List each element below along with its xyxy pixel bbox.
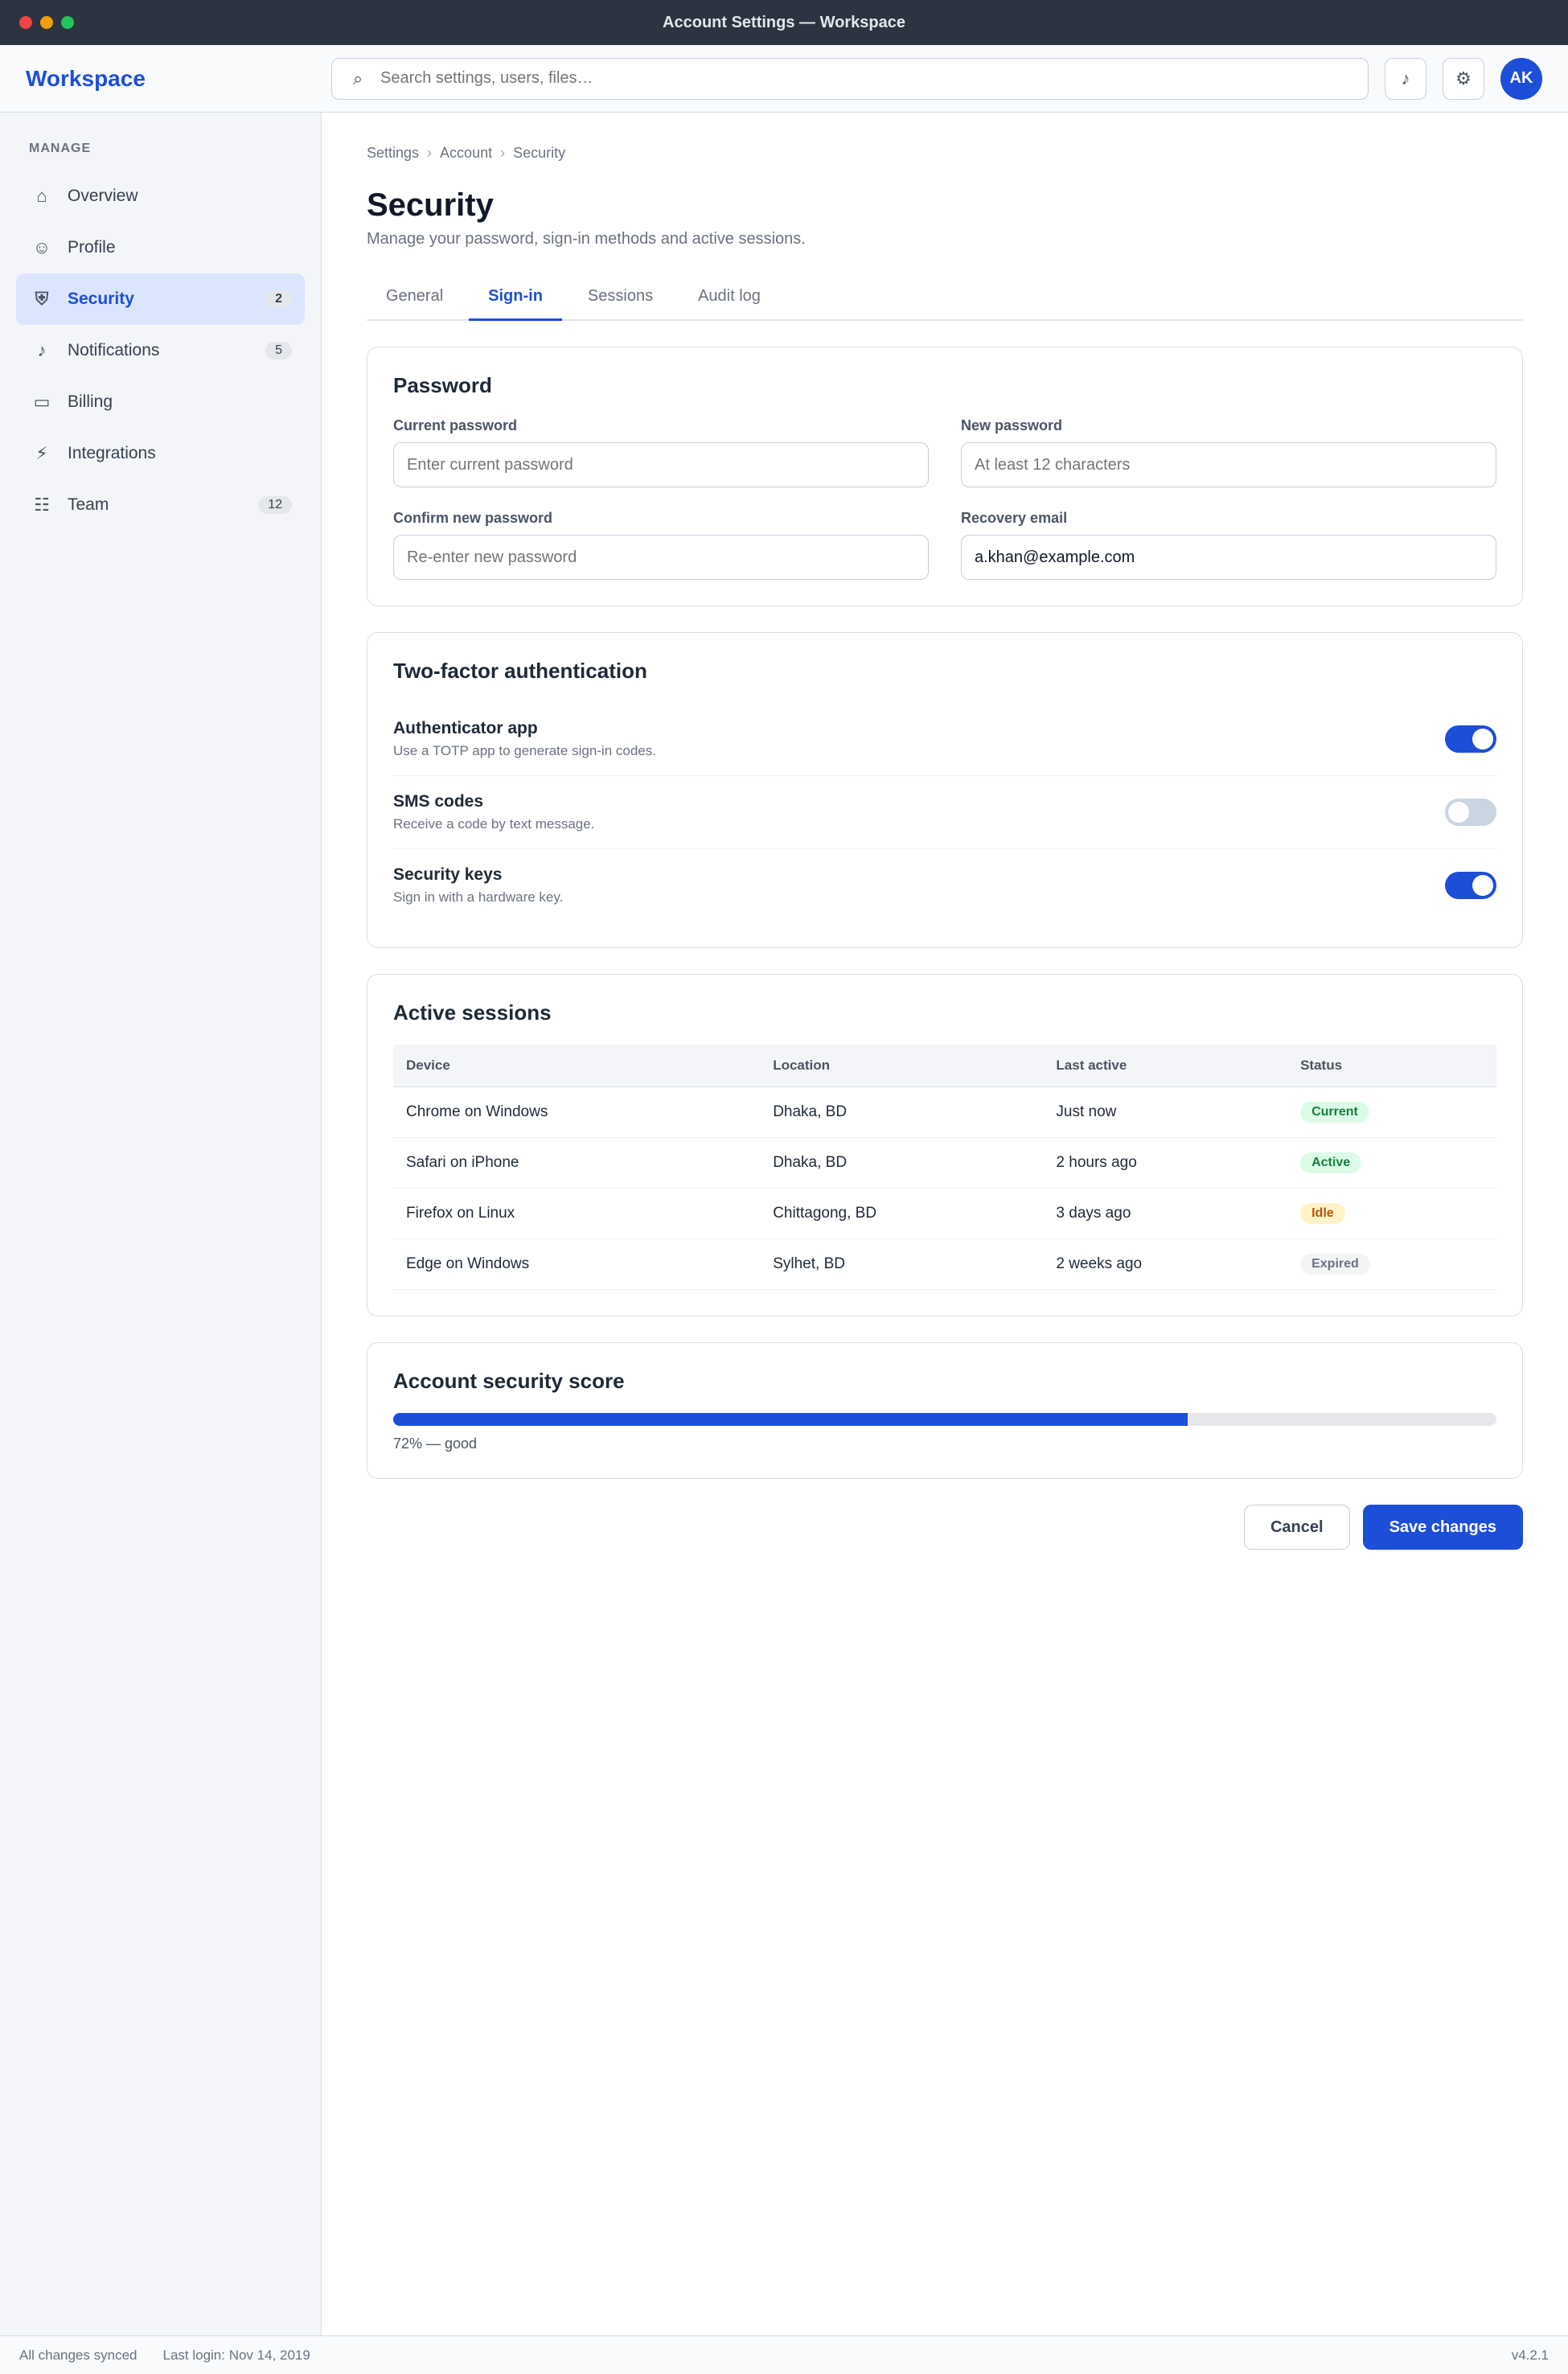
content-area (0, 113, 1568, 2335)
toggle-switch[interactable] (1445, 725, 1496, 753)
toggle-text (393, 792, 594, 832)
toggle-description: Use a TOTP app to generate sign-in codes. (393, 743, 656, 758)
cell-location: Dhaka, BD (760, 1087, 1043, 1138)
cell-location: Dhaka, BD (760, 1138, 1043, 1189)
plug-icon: ⚡ (35, 443, 48, 463)
cell-device: Edge on Windows (393, 1239, 760, 1290)
cell-device: Chrome on Windows (393, 1087, 760, 1138)
status-badge: Expired (1300, 1254, 1370, 1275)
notifications-button[interactable] (1385, 58, 1426, 100)
column-header: Location (760, 1045, 1043, 1087)
sidebar-item-security[interactable] (16, 273, 305, 325)
toggle-description: Sign in with a hardware key. (393, 889, 564, 905)
cell-status (1287, 1239, 1496, 1290)
table-row[interactable] (393, 1239, 1496, 1290)
sidebar-heading: MANAGE (29, 142, 92, 155)
field-label: Current password (393, 417, 518, 433)
password-field-group (393, 417, 929, 487)
window-controls (19, 16, 74, 29)
field-input[interactable] (961, 442, 1496, 487)
security-score-bar (393, 1413, 1496, 1426)
table-row[interactable] (393, 1189, 1496, 1239)
last-login: Last login: Nov 14, 2019 (162, 2347, 310, 2363)
sessions-table-header (393, 1045, 1496, 1087)
sidebar-item-team[interactable] (16, 479, 305, 531)
cell-location: Sylhet, BD (760, 1239, 1043, 1290)
search-icon: ⌕ (352, 68, 363, 88)
window-title: Account Settings — Workspace (663, 13, 905, 31)
sidebar-item-label: Team (68, 495, 109, 514)
password-card-title: Password (393, 373, 492, 397)
sync-status: All changes synced (19, 2347, 138, 2363)
search-input[interactable] (380, 69, 1355, 88)
cell-last-active: 3 days ago (1043, 1189, 1287, 1239)
sidebar-item-overview[interactable] (16, 170, 305, 222)
column-header: Device (393, 1045, 760, 1087)
toggle-label: SMS codes (393, 792, 484, 811)
sidebar-item-notifications[interactable] (16, 325, 305, 376)
gear-icon: ⚙ (1455, 68, 1472, 88)
bell-icon: ♪ (37, 340, 47, 360)
cell-location: Chittagong, BD (760, 1189, 1043, 1239)
shield-icon: ⛨ (35, 289, 49, 309)
toggle-description: Receive a code by text message. (393, 816, 595, 832)
sessions-table (393, 1045, 1496, 1290)
cell-last-active: 2 hours ago (1043, 1138, 1287, 1189)
home-icon: ⌂ (36, 186, 47, 206)
toggle-label: Security keys (393, 865, 503, 884)
card-icon: ▭ (33, 392, 51, 412)
sidebar-item-integrations[interactable] (16, 428, 305, 479)
mfa-toggle-list (393, 703, 1496, 922)
sidebar (0, 113, 322, 2335)
cell-status (1287, 1189, 1496, 1239)
maximize-window-button[interactable] (61, 16, 74, 29)
field-input[interactable] (393, 535, 929, 580)
sessions-card-title: Active sessions (393, 1000, 552, 1025)
sidebar-item-label: Integrations (68, 444, 156, 462)
page-title: Security (367, 187, 494, 223)
status-badge: Idle (1300, 1203, 1345, 1224)
breadcrumb-item[interactable]: Account (440, 145, 493, 161)
sidebar-item-label: Overview (68, 187, 138, 205)
password-field-group (393, 510, 929, 580)
sessions-card (367, 974, 1523, 1316)
tab-general[interactable]: General (386, 287, 444, 305)
security-score-text: 72% — good (393, 1435, 478, 1452)
toggle-switch[interactable] (1445, 872, 1496, 899)
sidebar-item-label: Security (68, 290, 134, 308)
settings-button[interactable] (1443, 58, 1484, 100)
security-score-fill (393, 1413, 1188, 1426)
search-box[interactable] (331, 58, 1369, 100)
status-badge: Current (1300, 1102, 1369, 1123)
sidebar-item-billing[interactable] (16, 376, 305, 428)
main-panel (322, 113, 1568, 2335)
column-header: Status (1287, 1045, 1496, 1087)
toggle-switch[interactable] (1445, 799, 1496, 826)
field-label: Confirm new password (393, 510, 553, 526)
page-header (367, 187, 1523, 248)
title-bar (0, 0, 1568, 45)
cell-status (1287, 1087, 1496, 1138)
mfa-toggle-row (393, 703, 1496, 776)
cell-device: Firefox on Linux (393, 1189, 760, 1239)
table-row[interactable] (393, 1087, 1496, 1138)
form-actions (367, 1505, 1523, 1550)
table-row[interactable] (393, 1138, 1496, 1189)
password-card (367, 347, 1523, 606)
users-icon: ☷ (34, 495, 50, 515)
bell-icon: ♪ (1401, 68, 1410, 88)
sidebar-nav (16, 170, 305, 531)
field-input[interactable] (393, 442, 929, 487)
mfa-card-title: Two-factor authentication (393, 659, 647, 683)
toggle-label: Authenticator app (393, 719, 538, 737)
app-version: v4.2.1 (1511, 2347, 1549, 2363)
sidebar-item-count: 5 (265, 342, 292, 359)
sidebar-item-label: Profile (68, 238, 116, 257)
status-bar (0, 2335, 1568, 2374)
close-window-button[interactable] (19, 16, 32, 29)
field-label: Recovery email (961, 510, 1068, 526)
app-brand: Workspace (26, 65, 146, 91)
field-input[interactable] (961, 535, 1496, 580)
user-avatar[interactable]: AK (1500, 58, 1542, 100)
mfa-card (367, 632, 1523, 948)
security-score-label: Account security score (393, 1369, 625, 1393)
breadcrumb-item[interactable]: Security (513, 145, 566, 161)
sidebar-item-count: 12 (258, 496, 292, 514)
password-field-group (961, 417, 1496, 487)
breadcrumb-separator: › (500, 145, 506, 161)
breadcrumb-separator: › (427, 145, 433, 161)
tab-sign-in[interactable]: Sign-in (469, 274, 562, 321)
toggle-text (393, 719, 656, 759)
sidebar-item-profile[interactable] (16, 222, 305, 273)
sessions-table-body (393, 1087, 1496, 1290)
cell-device: Safari on iPhone (393, 1138, 760, 1189)
sidebar-item-label: Billing (68, 392, 113, 411)
breadcrumb-item[interactable]: Settings (367, 145, 420, 161)
cell-status (1287, 1138, 1496, 1189)
breadcrumb (367, 145, 1523, 162)
field-label: New password (961, 417, 1063, 433)
sidebar-item-count: 2 (265, 290, 292, 308)
cancel-button[interactable]: Cancel (1244, 1505, 1350, 1550)
password-field-group (961, 510, 1496, 580)
tab-bar (367, 274, 1523, 321)
column-header: Last active (1043, 1045, 1287, 1087)
cell-last-active: Just now (1043, 1087, 1287, 1138)
user-icon: ☺ (32, 237, 51, 257)
save-button[interactable]: Save changes (1363, 1505, 1523, 1550)
password-fields (393, 417, 1496, 580)
page-subtitle: Manage your password, sign-in methods and active sessions. (367, 230, 806, 248)
status-badge: Active (1300, 1152, 1361, 1173)
tab-sessions[interactable]: Sessions (587, 287, 654, 305)
security-score-card (367, 1342, 1523, 1479)
mfa-toggle-row (393, 776, 1496, 849)
cell-last-active: 2 weeks ago (1043, 1239, 1287, 1290)
top-toolbar (0, 45, 1568, 113)
mfa-toggle-row (393, 849, 1496, 922)
minimize-window-button[interactable] (40, 16, 53, 29)
sidebar-item-label: Notifications (68, 341, 160, 359)
tab-audit-log[interactable]: Audit log (698, 287, 761, 305)
toggle-text (393, 865, 563, 906)
